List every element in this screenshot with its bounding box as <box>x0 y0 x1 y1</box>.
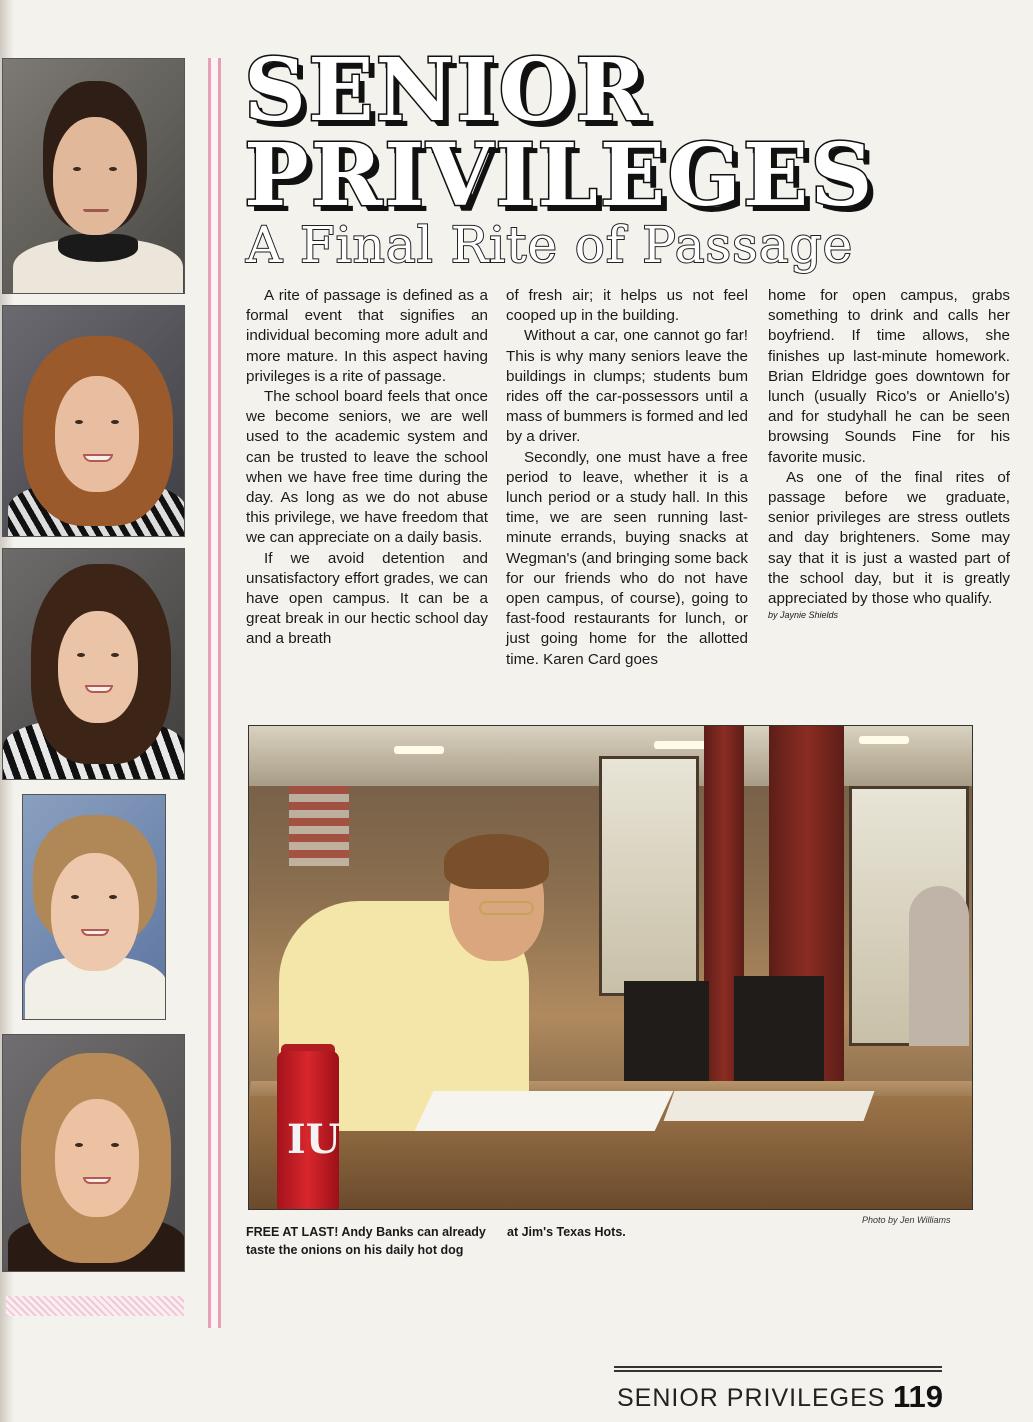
article-column-3 <box>768 286 1010 622</box>
paragraph: As one of the final rites of passage before we graduate, senior privileges are stress outlets and day brighteners. Some may say that it is just a wasted part of the school day, but it is greatly appreciated by those who qualify. <box>768 468 1010 608</box>
photo-background-person <box>909 886 969 1046</box>
main-photo <box>248 725 973 1210</box>
photo-paper <box>415 1091 674 1131</box>
senior-portrait-2 <box>2 305 185 537</box>
photo-credit: Photo by Jen Williams <box>862 1215 951 1225</box>
photo-window <box>599 756 699 996</box>
photo-binders <box>734 976 824 1091</box>
photo-student-hair <box>444 834 549 889</box>
ceiling-light <box>859 736 909 744</box>
senior-portrait-3 <box>2 548 185 780</box>
senior-portrait-4 <box>22 794 166 1020</box>
senior-portrait-1 <box>2 58 185 294</box>
paragraph: A rite of passage is defined as a formal event that signifies an individual becoming more adult and more mature. In this aspect having privileges is a rite of passage. <box>246 287 488 385</box>
paragraph: of fresh air; it helps us not feel cooped up in the building. <box>506 287 748 325</box>
photo-binders <box>624 981 709 1091</box>
headline-line-2: PRIVILEGES <box>244 125 875 226</box>
ceiling-light <box>394 746 444 754</box>
page-number: 119 <box>893 1379 944 1414</box>
vertical-pink-rule <box>208 58 221 1328</box>
headline-subtitle: A Final Rite of Passage <box>246 216 854 274</box>
ceiling-light <box>654 741 709 749</box>
paragraph: home for open campus, grabs something to drink and calls her boyfriend. If time allows, she finishes up last-minute homework. Brian Eldridge goes downtown for lunch (usually Rico's or Aniello's) and for studyhall he can be seen browsing Sounds Fine for his favorite music. <box>768 287 1010 466</box>
decorative-pink-strip <box>6 1296 184 1316</box>
paragraph: Without a car, one cannot go far! This is why many seniors leave the buildings in clumps; students bum rides off the car-possessors until a mass of bummers is formed and led by a driver. <box>506 327 748 446</box>
article-column-2 <box>506 286 748 670</box>
article-byline: by Jaynie Shields <box>768 610 839 621</box>
photo-caption-part-2: at Jim's Texas Hots. <box>507 1225 626 1239</box>
senior-portrait-5 <box>2 1034 185 1272</box>
iu-logo: IU <box>287 1116 341 1163</box>
photo-paper <box>664 1091 875 1121</box>
paragraph: Secondly, one must have a free period to leave, whether it is a lunch period or a study hall. In this time, we are seen running last-minute errands, buying snacks at Wegman's (and bringing some back for our friends who do not have open campus, of course), going to fast-food restaurants for lunch, or just going home for the allotted time. Karen Card goes <box>506 448 748 668</box>
headline-line-1: SENIOR <box>244 40 649 141</box>
paragraph: If we avoid detention and unsatisfactory effort grades, we can have open campus. It can be a great break in our hectic school day and a breath <box>246 549 488 648</box>
photo-flag <box>289 786 349 866</box>
footer-section-label: SENIOR PRIVILEGES <box>617 1384 886 1412</box>
article-column-1 <box>246 286 488 650</box>
photo-caption-part-1: FREE AT LAST! Andy Banks can already taste the onions on his daily hot dog <box>246 1225 486 1257</box>
footer-rule <box>614 1366 942 1372</box>
photo-student-glasses <box>479 901 534 915</box>
paragraph: The school board feels that once we become seniors, we are well used to the academic system and can be trusted to leave the school when we have free time during the day. As long as we do not abuse this privilege, we have freedom that we can appreciate on a daily basis. <box>246 388 488 547</box>
